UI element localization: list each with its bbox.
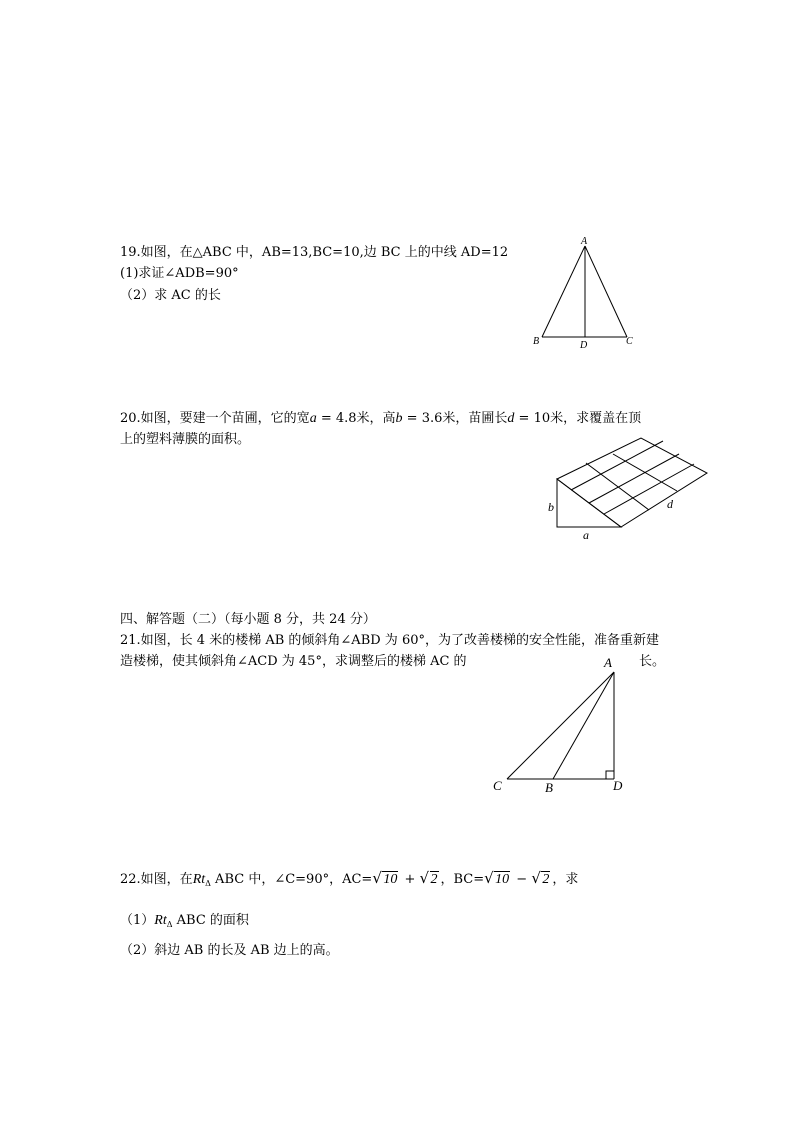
q21-line1: 21.如图，长 4 米的楼梯 AB 的倾斜角∠ABD 为 60°，为了改善楼梯的安全性能，准备重新建 xyxy=(120,633,659,648)
q19-label-c: C xyxy=(626,336,633,347)
q21-line2-end: 长。 xyxy=(639,654,666,669)
q19-label-a: A xyxy=(581,236,588,247)
q21-label-d: D xyxy=(613,778,623,793)
q21-line2: 造楼梯，使其倾斜角∠ACD 为 45°，求调整后的楼梯 AC 的 xyxy=(120,654,467,669)
q19-label-b: B xyxy=(533,336,540,347)
q21-label-b: B xyxy=(545,780,553,795)
sqrt-2-symbol-2: √ 2 xyxy=(531,869,550,887)
q20-label-a: a xyxy=(583,528,589,542)
q19-label-d: D xyxy=(580,340,588,351)
section4-heading: 四、解答题（二）（每小题 8 分，共 24 分） xyxy=(120,612,376,627)
q20-greenhouse-figure xyxy=(540,440,715,545)
q21-ladder-figure xyxy=(490,655,630,795)
sqrt-2-symbol: √ 2 xyxy=(419,869,438,887)
q19-line2: (1)求证∠ADB=90° xyxy=(120,266,239,281)
q19-line1: 19.如图，在△ABC 中，AB=13,BC=10,边 BC 上的中线 AD=12 xyxy=(120,245,509,260)
q22-part2: （2）斜边 AB 的长及 AB 边上的高。 xyxy=(120,943,339,958)
q22-line1: 22.如图，在$Rt_\Delta$ ABC 中，∠C=90°，AC= √ 10 + √ 2 ，BC= √ 10 − √ 2 ，求 xyxy=(120,869,579,888)
q21-label-c: C xyxy=(493,778,502,793)
q19-line3: （2）求 AC 的长 xyxy=(120,288,221,303)
q19-triangle-figure xyxy=(530,236,640,351)
q20-line2: 上的塑料薄膜的面积。 xyxy=(120,432,251,447)
q20-line1: 20.如图，要建一个苗圃，它的宽a = 4.8米，高b = 3.6米，苗圃长d = 10米，求覆盖在顶 xyxy=(120,411,642,426)
q22-part1: $(1)Rt_\Delta$ ABC 的面积 xyxy=(120,913,249,929)
q21-label-a: A xyxy=(604,655,612,670)
sqrt-10-symbol-2: √ 10 xyxy=(484,869,510,887)
sqrt-10-symbol: √ 10 xyxy=(372,869,398,887)
q20-label-b: b xyxy=(548,500,554,514)
q20-label-d: d xyxy=(667,497,673,511)
